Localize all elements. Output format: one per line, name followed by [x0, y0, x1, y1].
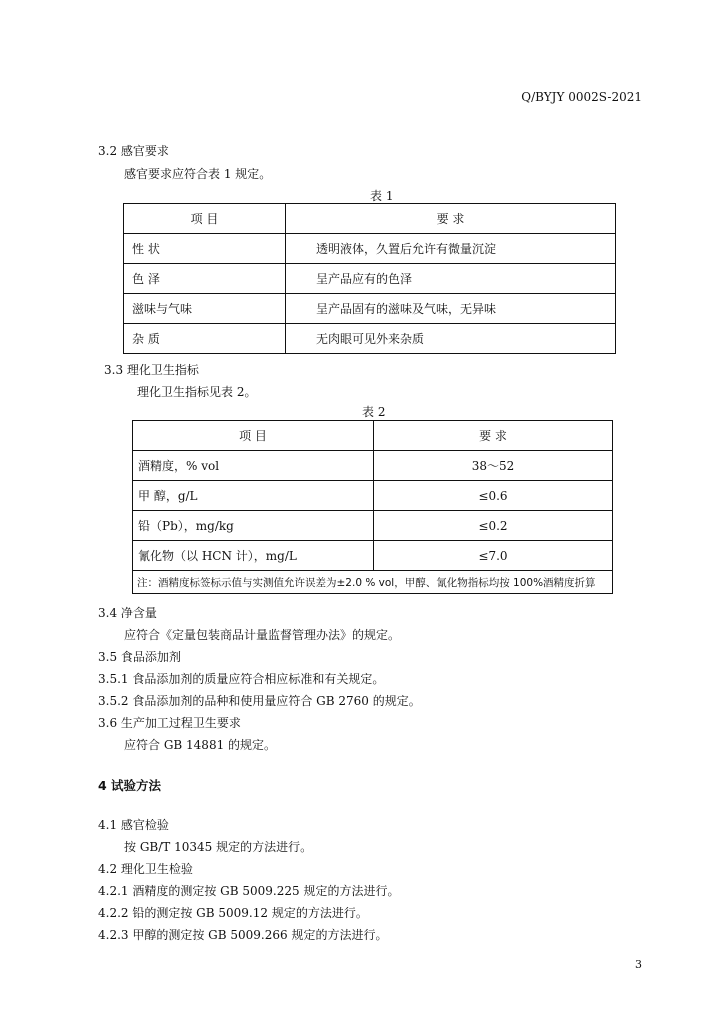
table-row: [133, 481, 613, 511]
table-row: [124, 264, 616, 294]
section-3-3-intro: 理化卫生指标见表 2。: [137, 385, 257, 399]
table-2-caption: 表 2: [362, 405, 386, 419]
table-cell-item: 甲 醇，g/L: [133, 481, 374, 511]
table-2-col-req: 要 求: [374, 421, 613, 451]
table-1-caption: 表 1: [370, 189, 394, 203]
table-2-note: 注：酒精度标签标示值与实测值允许误差为±2.0 % vol，甲醇、氰化物指标均按 100%酒精度折算: [133, 571, 613, 594]
table-row: [124, 234, 616, 264]
section-3-2-heading: 3.2 感官要求: [98, 144, 169, 158]
table-row: [124, 324, 616, 354]
table-cell-item: 色 泽: [124, 264, 286, 294]
table-1-header-row: [124, 204, 616, 234]
section-3-6-heading: 3.6 生产加工过程卫生要求: [98, 716, 241, 730]
table-1-col-req: 要 求: [286, 204, 616, 234]
table-cell-req: 38～52: [374, 451, 613, 481]
table-2: [132, 420, 613, 594]
table-cell-req: ≤0.2: [374, 511, 613, 541]
section-4-1-body: 按 GB/T 10345 规定的方法进行。: [124, 840, 313, 854]
table-2-header-row: [133, 421, 613, 451]
section-3-5-heading: 3.5 食品添加剂: [98, 650, 181, 664]
table-cell-item: 铅（Pb），mg/kg: [133, 511, 374, 541]
table-cell-req: ≤7.0: [374, 541, 613, 571]
table-2-note-row: [133, 571, 613, 594]
section-3-3-heading: 3.3 理化卫生指标: [104, 363, 199, 377]
table-cell-req: 呈产品应有的色泽: [286, 264, 616, 294]
table-cell-req: 透明液体，久置后允许有微量沉淀: [286, 234, 616, 264]
table-1-col-item: 项 目: [124, 204, 286, 234]
document-number: Q/BYJY 0002S-2021: [521, 90, 642, 104]
section-3-5-2: 3.5.2 食品添加剂的品种和使用量应符合 GB 2760 的规定。: [98, 694, 421, 708]
table-row: [133, 451, 613, 481]
section-3-5-1: 3.5.1 食品添加剂的质量应符合相应标准和有关规定。: [98, 672, 385, 686]
table-row: [133, 511, 613, 541]
section-3-6-body: 应符合 GB 14881 的规定。: [124, 738, 277, 752]
table-1: [123, 203, 616, 354]
section-4-2-3: 4.2.3 甲醇的测定按 GB 5009.266 规定的方法进行。: [98, 928, 388, 942]
table-cell-item: 氰化物（以 HCN 计），mg/L: [133, 541, 374, 571]
section-3-2-intro: 感官要求应符合表 1 规定。: [124, 167, 272, 181]
table-row: [124, 294, 616, 324]
section-3-4-heading: 3.4 净含量: [98, 606, 157, 620]
table-row: [133, 541, 613, 571]
section-4-heading: 4 试验方法: [98, 778, 162, 793]
section-3-4-body: 应符合《定量包装商品计量监督管理办法》的规定。: [124, 628, 401, 642]
table-cell-item: 性 状: [124, 234, 286, 264]
table-cell-item: 滋味与气味: [124, 294, 286, 324]
page-number: 3: [635, 958, 642, 971]
table-cell-req: 呈产品固有的滋味及气味，无异味: [286, 294, 616, 324]
table-cell-req: ≤0.6: [374, 481, 613, 511]
table-2-col-item: 项 目: [133, 421, 374, 451]
table-cell-item: 杂 质: [124, 324, 286, 354]
section-4-2-2: 4.2.2 铅的测定按 GB 5009.12 规定的方法进行。: [98, 906, 368, 920]
table-cell-req: 无肉眼可见外来杂质: [286, 324, 616, 354]
table-cell-item: 酒精度，% vol: [133, 451, 374, 481]
section-4-1-heading: 4.1 感官检验: [98, 818, 169, 832]
section-4-2-heading: 4.2 理化卫生检验: [98, 862, 193, 876]
section-4-2-1: 4.2.1 酒精度的测定按 GB 5009.225 规定的方法进行。: [98, 884, 400, 898]
